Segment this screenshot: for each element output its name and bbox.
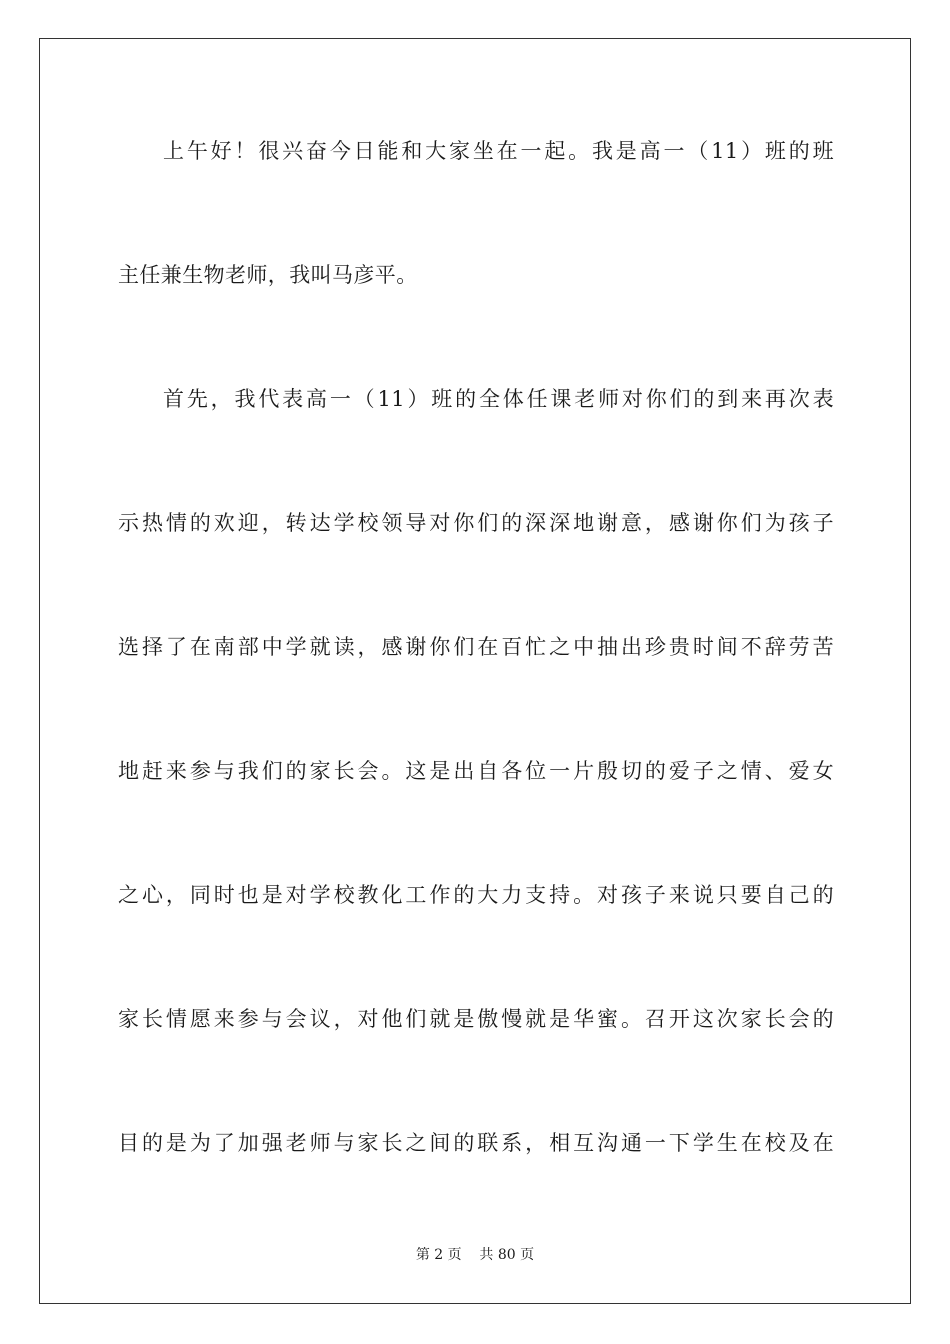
paragraph-2-line-4: 地赶来参与我们的家长会。这是出自各位一片殷切的爱子之情、爱女 bbox=[118, 759, 834, 783]
paragraph-2-line-2: 示热情的欢迎，转达学校领导对你们的深深地谢意，感谢你们为孩子 bbox=[118, 511, 834, 535]
paragraph-1-line-2: 主任兼生物老师，我叫马彦平。 bbox=[118, 263, 418, 287]
paragraph-2-line-1: 首先，我代表高一（11）班的全体任课老师对你们的到来再次表 bbox=[163, 387, 834, 411]
paragraph-2-line-6: 家长情愿来参与会议，对他们就是傲慢就是华蜜。召开这次家长会的 bbox=[118, 1007, 834, 1031]
paragraph-1-line-1: 上午好！很兴奋今日能和大家坐在一起。我是高一（11）班的班 bbox=[163, 139, 834, 163]
paragraph-2-line-3: 选择了在南部中学就读，感谢你们在百忙之中抽出珍贵时间不辞劳苦 bbox=[118, 635, 834, 659]
paragraph-2-line-7: 目的是为了加强老师与家长之间的联系，相互沟通一下学生在校及在 bbox=[118, 1131, 834, 1155]
paragraph-2-line-5: 之心，同时也是对学校教化工作的大力支持。对孩子来说只要自己的 bbox=[118, 883, 834, 907]
page-border bbox=[39, 38, 911, 1304]
page-number-footer: 第 2 页 共 80 页 bbox=[415, 1247, 535, 1263]
